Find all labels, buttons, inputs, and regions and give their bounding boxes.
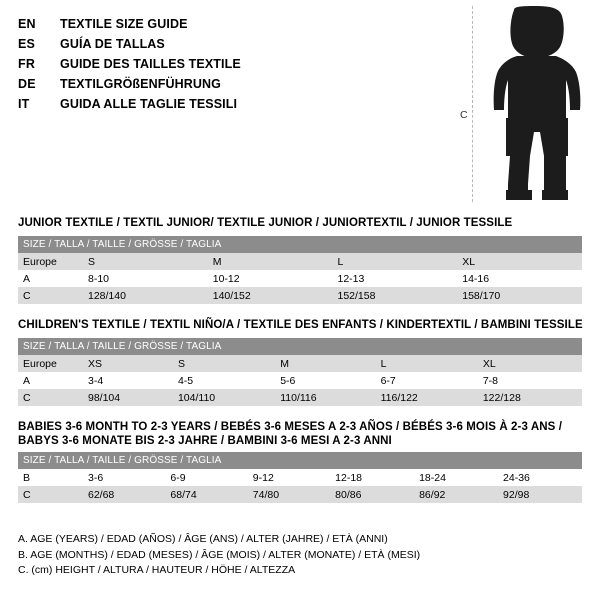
- cell: 62/68: [83, 486, 165, 503]
- cell: M: [208, 253, 333, 270]
- table-row: [18, 355, 582, 372]
- cell: 24-36: [498, 469, 582, 486]
- cell: 10-12: [208, 270, 333, 287]
- language-row: [18, 34, 438, 54]
- footnote-c: C. (cm) HEIGHT / ALTURA / HAUTEUR / HÖHE / ALTEZZA: [18, 564, 296, 576]
- language-title: GUÍA DE TALLAS: [60, 37, 165, 51]
- cell: M: [275, 355, 375, 372]
- cell: 7-8: [478, 372, 582, 389]
- cell: 4-5: [173, 372, 275, 389]
- language-title: GUIDE DES TAILLES TEXTILE: [60, 57, 241, 71]
- section-title-junior: JUNIOR TEXTILE / TEXTIL JUNIOR/ TEXTILE JUNIOR / JUNIORTEXTIL / JUNIOR TESSILE: [18, 217, 513, 229]
- table-row: [18, 389, 582, 406]
- language-title: GUIDA ALLE TAGLIE TESSILI: [60, 97, 238, 111]
- cell: 152/158: [333, 287, 458, 304]
- cell: 110/116: [275, 389, 375, 406]
- table-head-row: [18, 338, 582, 355]
- cell: C: [18, 486, 83, 503]
- cell: 12-13: [333, 270, 458, 287]
- language-row: [18, 74, 438, 94]
- cell: 74/80: [248, 486, 330, 503]
- footnote-b: B. AGE (MONTHS) / EDAD (MESES) / ÂGE (MOIS) / ALTER (MONATE) / ETÀ (MESI): [18, 548, 421, 561]
- cell: 5-6: [275, 372, 375, 389]
- cell: 158/170: [457, 287, 582, 304]
- cell: L: [376, 355, 478, 372]
- height-measure-line: [472, 6, 473, 202]
- cell: 3-6: [83, 469, 165, 486]
- cell: 104/110: [173, 389, 275, 406]
- cell: XL: [478, 355, 582, 372]
- cell: 68/74: [165, 486, 247, 503]
- cell: 12-18: [330, 469, 414, 486]
- language-code: EN: [18, 17, 36, 31]
- cell: XL: [457, 253, 582, 270]
- language-row: [18, 14, 438, 34]
- table-head-label: SIZE / TALLA / TAILLE / GRÖSSE / TAGLIA: [18, 452, 582, 469]
- language-code: IT: [18, 97, 30, 111]
- language-title: TEXTILE SIZE GUIDE: [60, 17, 188, 31]
- table-head-row: [18, 236, 582, 253]
- cell: 116/122: [376, 389, 478, 406]
- cell: 80/86: [330, 486, 414, 503]
- cell: L: [333, 253, 458, 270]
- table-junior: [18, 236, 582, 304]
- cell: C: [18, 389, 83, 406]
- cell: 18-24: [414, 469, 498, 486]
- cell: 98/104: [83, 389, 173, 406]
- cell: 6-7: [376, 372, 478, 389]
- language-code: FR: [18, 57, 36, 71]
- cell: XS: [83, 355, 173, 372]
- table-head-label: SIZE / TALLA / TAILLE / GRÖSSE / TAGLIA: [18, 338, 582, 355]
- section-title-babies-line1: BABIES 3-6 MONTH TO 2-3 YEARS / BEBÉS 3-6 MESES A 2-3 AÑOS / BÉBÉS 3-6 MOIS À 2-3 ANS /: [18, 421, 562, 433]
- cell: 92/98: [498, 486, 582, 503]
- table-row: [18, 287, 582, 304]
- cell: B: [18, 469, 83, 486]
- cell: C: [18, 287, 83, 304]
- footnotes: [18, 532, 420, 579]
- figure-area: [440, 4, 590, 204]
- language-title-block: [18, 14, 438, 114]
- table-babies: [18, 452, 582, 503]
- cell: 128/140: [83, 287, 208, 304]
- table-row: [18, 372, 582, 389]
- table-row: [18, 253, 582, 270]
- cell: 140/152: [208, 287, 333, 304]
- cell: A: [18, 372, 83, 389]
- cell: 8-10: [83, 270, 208, 287]
- cell: 6-9: [165, 469, 247, 486]
- cell: 86/92: [414, 486, 498, 503]
- cell: 14-16: [457, 270, 582, 287]
- table-head-row: [18, 452, 582, 469]
- section-title-children: CHILDREN'S TEXTILE / TEXTIL NIÑO/A / TEXTILE DES ENFANTS / KINDERTEXTIL / BAMBINI TESSILE: [18, 319, 583, 331]
- table-row: [18, 486, 582, 503]
- language-row: [18, 94, 438, 114]
- cell: Europe: [18, 355, 83, 372]
- cell: A: [18, 270, 83, 287]
- table-row: [18, 270, 582, 287]
- cell: 9-12: [248, 469, 330, 486]
- table-row: [18, 469, 582, 486]
- section-title-babies-line2: BABYS 3-6 MONATE BIS 2-3 JAHRE / BAMBINI 3-6 MESI A 2-3 ANNI: [18, 435, 392, 447]
- table-head-label: SIZE / TALLA / TAILLE / GRÖSSE / TAGLIA: [18, 236, 582, 253]
- language-code: DE: [18, 77, 36, 91]
- cell: S: [83, 253, 208, 270]
- footnote-a: A. AGE (YEARS) / EDAD (AÑOS) / ÂGE (ANS) / ALTER (JAHRE) / ETÀ (ANNI): [18, 533, 388, 545]
- language-code: ES: [18, 37, 36, 51]
- language-row: [18, 54, 438, 74]
- cell: Europe: [18, 253, 83, 270]
- cell: 122/128: [478, 389, 582, 406]
- table-children: [18, 338, 582, 406]
- language-title: TEXTILGRÖßENFÜHRUNG: [60, 77, 221, 91]
- cell: 3-4: [83, 372, 173, 389]
- toddler-silhouette-icon: [482, 6, 590, 202]
- measure-label-c: C: [460, 109, 468, 121]
- cell: S: [173, 355, 275, 372]
